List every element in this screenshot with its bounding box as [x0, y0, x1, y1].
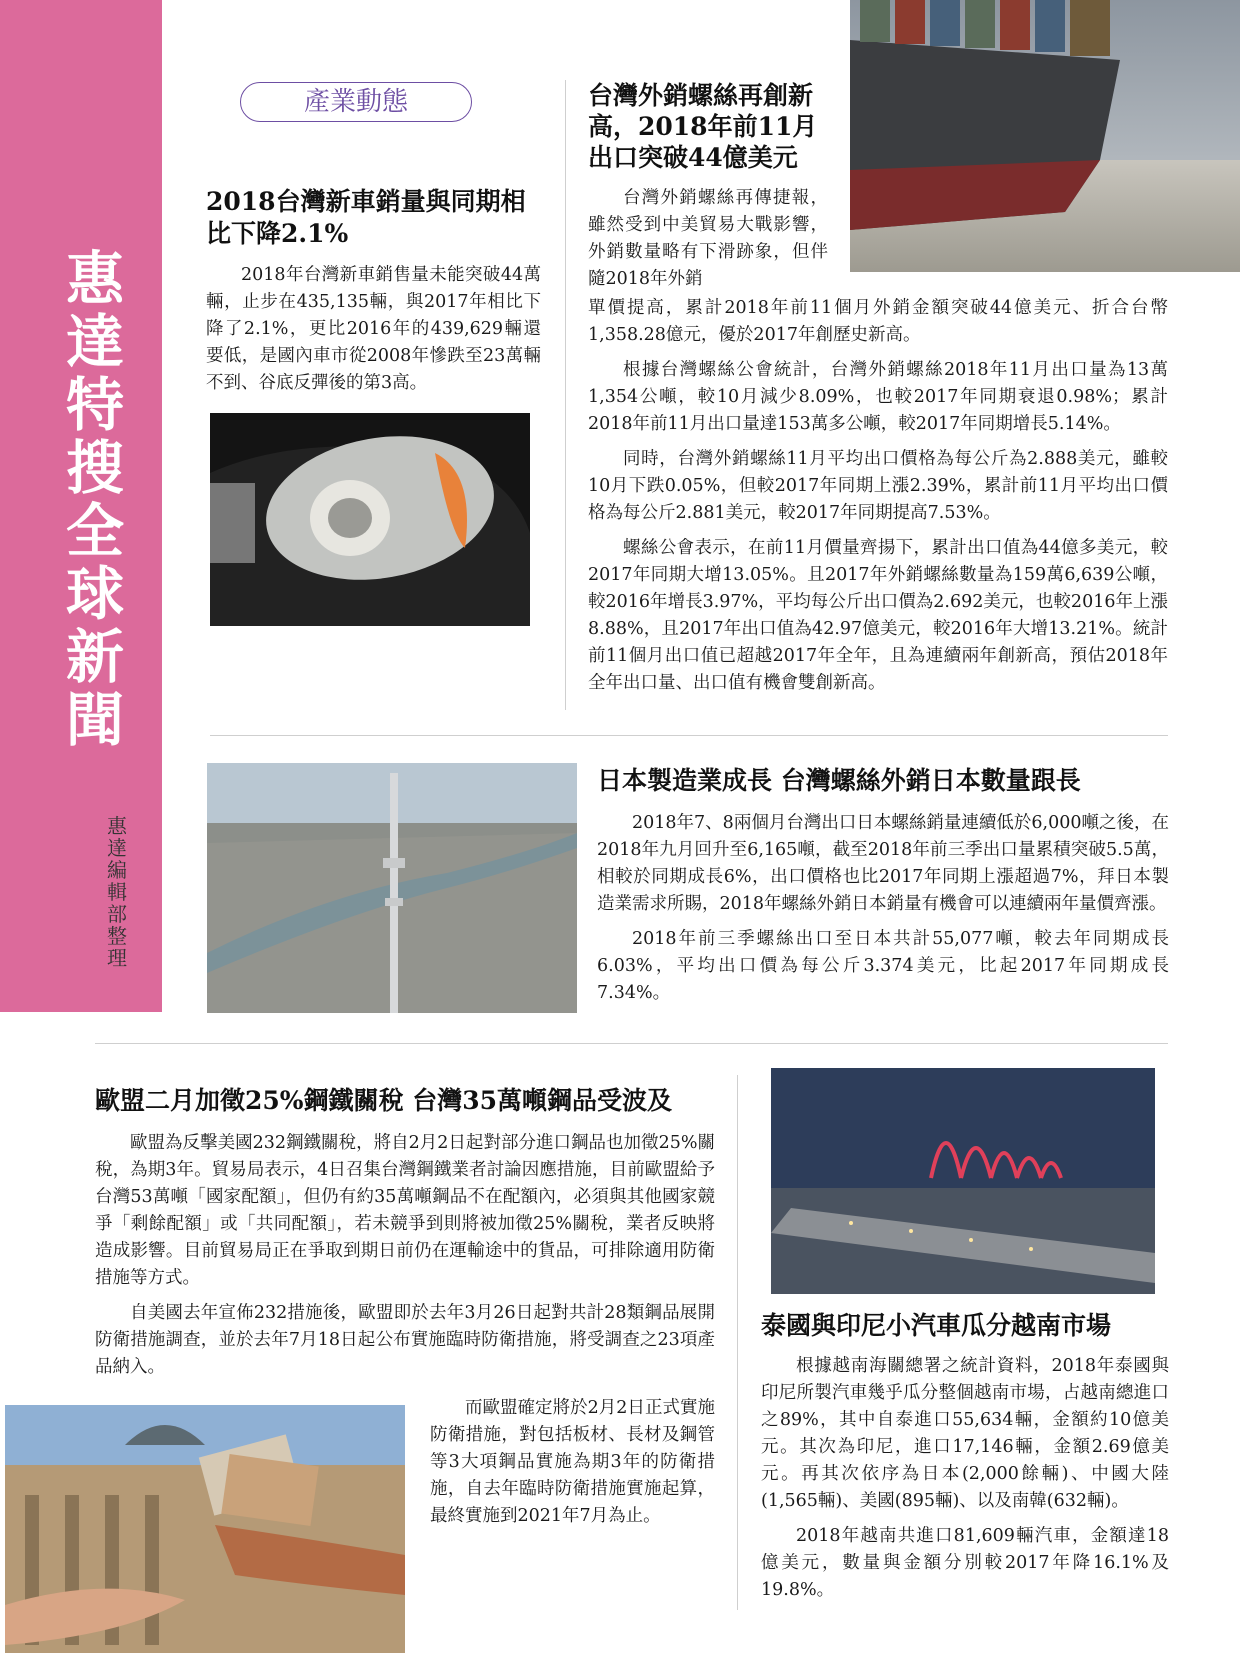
tokyo-aerial-photo	[207, 763, 577, 1013]
vietnam-paragraph: 根據越南海關總署之統計資料，2018年泰國與印尼所製汽車幾乎瓜分整個越南市場，占越南總進口之89%，其中自泰進口55,634輛，金額約10億美元。其次為印尼，進口17,146輛，金額2.69億美元。再其次依序為日本(2,000餘輛)、中國大陸(1,565輛)、美國(895輛)、以及南韓(632輛)。	[761, 1356, 1169, 1511]
euro-banknotes-photo	[5, 1405, 405, 1653]
eu-steel-title: 歐盟二月加徵25%鋼鐵關稅 台灣35萬噸鋼品受波及	[95, 1086, 673, 1115]
car-headlight-photo	[210, 413, 530, 626]
vietnam-title: 泰國與印尼小汽車瓜分越南市場	[761, 1311, 1112, 1340]
eu-steel-paragraph: 而歐盟確定將於2月2日正式實施防衛措施，對包括板材、長材及鋼管等3大項鋼品實施為期3年的防衛措施，自去年臨時防衛措施實施起算，最終實施到2021年7月為止。	[430, 1398, 715, 1526]
section-tag: 產業動態	[240, 82, 472, 122]
vietnam-paragraph: 2018年越南共進口81,609輛汽車，金額達18億美元，數量與金額分別較2017年降16.1%及19.8%。	[761, 1526, 1169, 1600]
japan-paragraph: 2018年7、8兩個月台灣出口日本螺絲銷量連續低於6,000噸之後，在2018年九月回升至6,165噸，截至2018年前三季出口量累積突破5.5萬，相較於同期成長6%，出口價格也比2017年同期上漲超過7%，拜日本製造業需求所賜，2018年螺絲外銷日本銷量有機會可以連續兩年量價齊漲。	[597, 813, 1169, 914]
vietnam-body	[761, 1353, 1169, 1612]
japan-title: 日本製造業成長 台灣螺絲外銷日本數量跟長	[597, 766, 1081, 795]
column-divider	[565, 80, 566, 710]
car-sales-body	[206, 262, 541, 405]
car-sales-title: 2018台灣新車銷量與同期相比下降2.1%	[206, 187, 526, 248]
screw-exports-paragraph: 根據台灣螺絲公會統計，台灣外銷螺絲2018年11月出口量為13萬1,354公噸，較10月減少8.09%，也較2017年同期衰退0.98%；累計2018年前11月出口量達153萬多公噸，較2017年同期增長5.14%。	[588, 360, 1168, 434]
eu-steel-body	[95, 1130, 715, 1389]
japan-paragraph: 2018年前三季螺絲出口至日本共計55,077噸，較去年同期成長6.03%，平均出口價為每公斤3.374美元，比起2017年同期成長7.34%。	[597, 929, 1169, 1003]
screw-exports-intro	[588, 185, 828, 301]
section-divider	[210, 735, 1168, 736]
screw-exports-intro-wide: 單價提高，累計2018年前11個月外銷金額突破44億美元、折合台幣1,358.28億元，優於2017年創歷史新高。	[588, 298, 1168, 345]
eu-steel-paragraph: 歐盟為反擊美國232鋼鐵關稅，將自2月2日起對部分進口鋼品也加徵25%關稅，為期3年。貿易局表示，4日召集台灣鋼鐵業者討論因應措施，目前歐盟給予台灣53萬噸「國家配額」，但仍有約35萬噸鋼品不在配額內，必須與其他國家競爭「剩餘配額」或「共同配額」，若未競爭到則將被加徵25%關稅，業者反映將造成影響。目前貿易局正在爭取到期日前仍在運輸途中的貨品，可排除適用防衛措施等方式。	[95, 1133, 715, 1288]
screw-exports-paragraph: 螺絲公會表示，在前11月價量齊揚下，累計出口值為44億多美元，較2017年同期大增13.05%。且2017年外銷螺絲數量為159萬6,639公噸，較2016年增長3.97%，平均每公斤出口價為2.692美元，也較2016年上漲8.88%，且2017年出口值為42.97億美元，較2016年大增13.21%。統計前11個月出口值已超越2017年全年，且為連續兩年創新高，預估2018年全年出口量、出口值有機會雙創新高。	[588, 538, 1168, 693]
column-divider	[737, 1075, 738, 1610]
screw-exports-body	[588, 295, 1168, 705]
screw-exports-paragraph: 同時，台灣外銷螺絲11月平均出口價格為每公斤為2.888美元，雖較10月下跌0.05%，但較2017年同期上漲2.39%，累計前11月平均出口價格為每公斤2.881美元，較2017年同期提高7.53%。	[588, 449, 1168, 523]
eu-steel-body-narrow	[430, 1395, 715, 1538]
screw-exports-intro-narrow: 台灣外銷螺絲再傳捷報，雖然受到中美貿易大戰影響，外銷數量略有下滑跡象，但伴隨2018年外銷	[588, 188, 828, 289]
cargo-ship-photo	[850, 0, 1240, 272]
sidebar-title: 惠達特搜全球新聞	[65, 245, 124, 754]
bridge-night-photo	[771, 1068, 1155, 1294]
screw-exports-title: 台灣外銷螺絲再創新高，2018年前11月出口突破44億美元	[588, 81, 818, 172]
car-sales-paragraph: 2018年台灣新車銷售量未能突破44萬輛，止步在435,135輛，與2017年相比下降了2.1%，更比2016年的439,629輛還要低，是國內車市從2008年慘跌至23萬輛不到、谷底反彈後的第3高。	[206, 265, 541, 393]
section-divider	[95, 1043, 1168, 1044]
eu-steel-paragraph: 自美國去年宣佈232措施後，歐盟即於去年3月26日起對共計28類鋼品展開防衛措施調查，並於去年7月18日起公布實施臨時防衛措施，將受調查之23項產品納入。	[95, 1303, 715, 1377]
japan-body	[597, 810, 1169, 1015]
sidebar-credit: 惠達編輯部 整理	[107, 814, 127, 970]
